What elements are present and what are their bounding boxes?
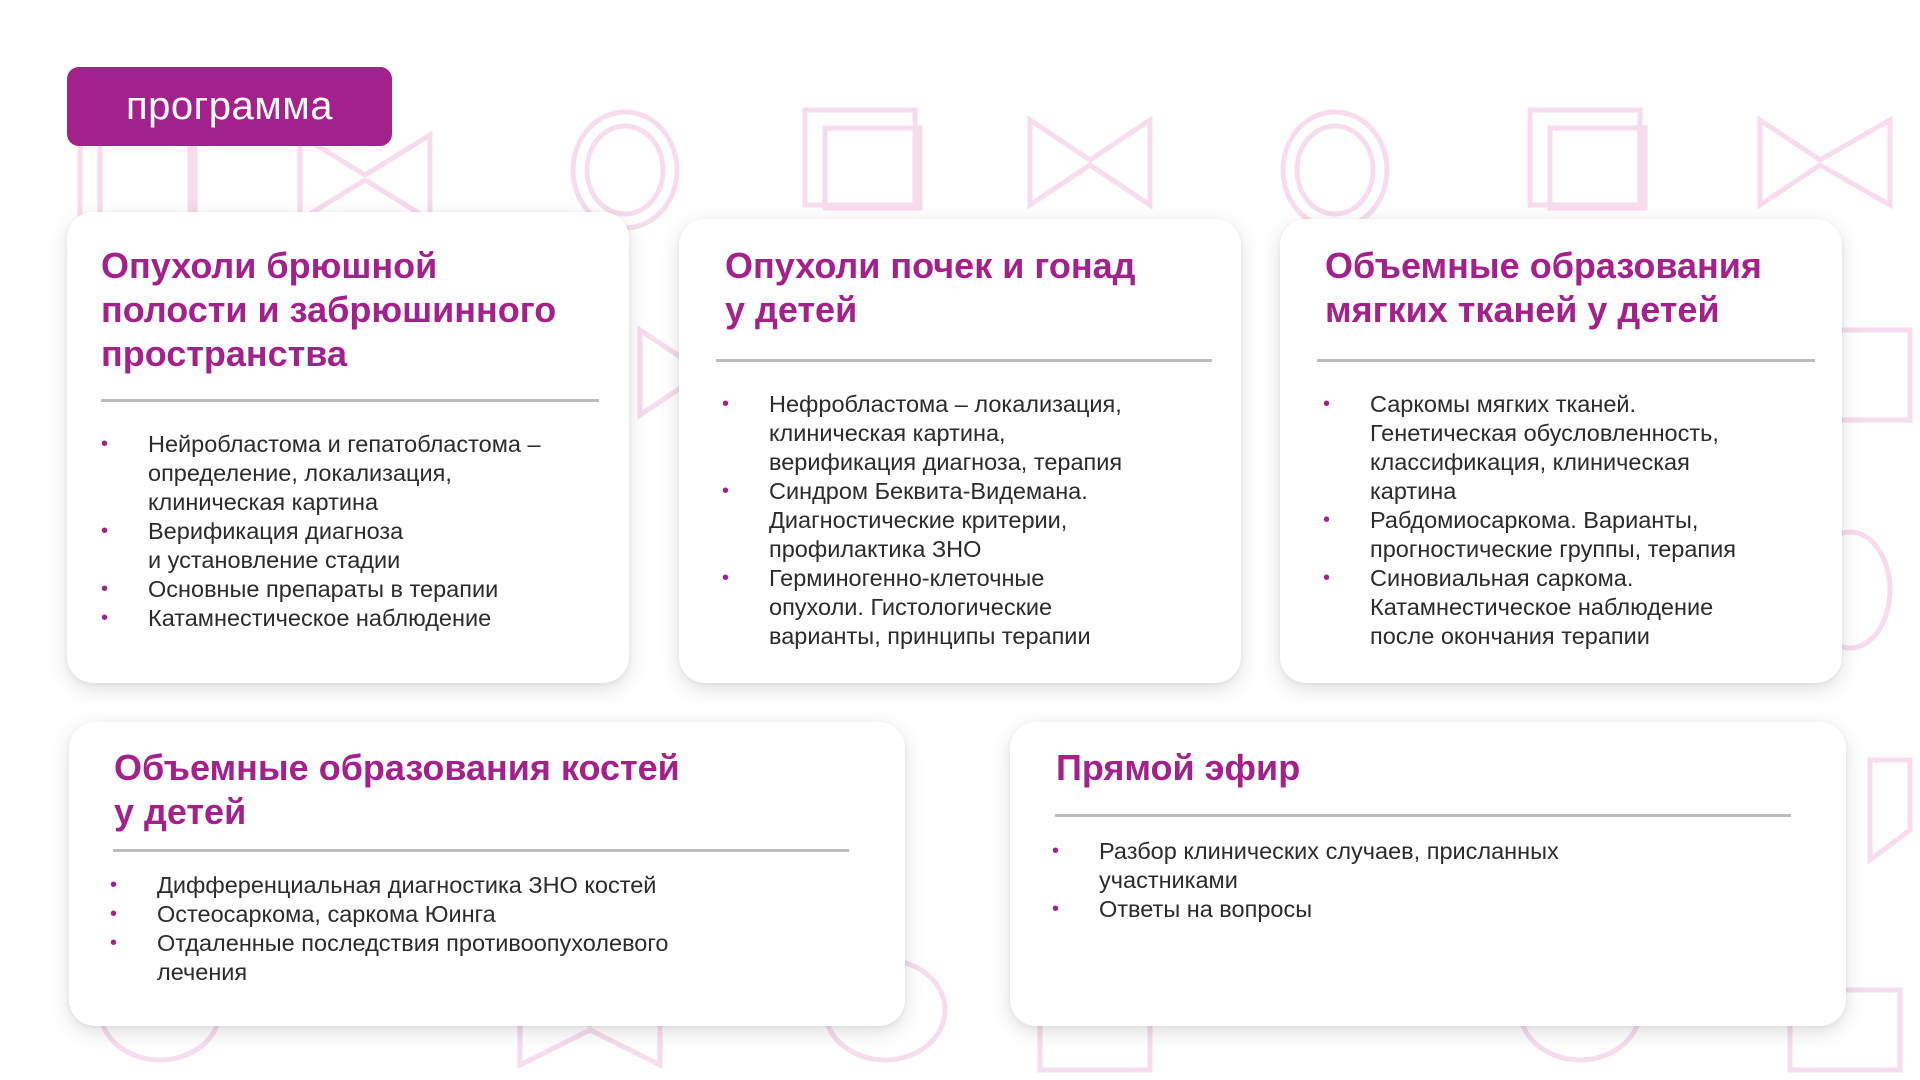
list-item <box>722 477 1227 564</box>
list-item <box>101 517 626 575</box>
card-topic-list <box>1323 390 1833 651</box>
card-title: Опухоли почек и гонад у детей <box>725 245 1136 330</box>
card-divider <box>113 849 849 852</box>
list-item <box>101 604 626 633</box>
bullet-icon: • <box>101 520 109 542</box>
list-item <box>722 564 1227 651</box>
list-item-text: Саркомы мягких тканей. Генетическая обусловленность, классификация, клиническая картина <box>1370 391 1719 504</box>
list-item-text: Дифференциальная диагностика ЗНО костей <box>157 872 657 898</box>
list-item-text: Разбор клинических случаев, присланных участниками <box>1099 838 1559 893</box>
bullet-icon: • <box>722 480 730 502</box>
list-item <box>1052 837 1812 895</box>
list-item <box>110 929 870 987</box>
list-item <box>1052 895 1812 924</box>
list-item <box>101 575 626 604</box>
card-divider <box>716 359 1212 362</box>
card-topic-list <box>1052 837 1812 924</box>
card-title: Опухоли брюшной полости и забрюшинного пространства <box>101 245 557 374</box>
list-item-text: Нефробластома – локализация, клиническая картина, верификация диагноза, терапия <box>769 391 1123 475</box>
list-item <box>101 430 626 517</box>
list-item-text: Герминогенно-клеточные опухоли. Гистологические варианты, принципы терапии <box>769 565 1091 649</box>
list-item-text: Верификация диагноза и установление стадии <box>148 518 404 573</box>
bullet-icon: • <box>1052 840 1060 862</box>
bullet-icon: • <box>1323 509 1331 531</box>
bullet-icon: • <box>1052 898 1060 920</box>
program-header-label: программа <box>126 84 333 128</box>
bullet-icon: • <box>110 932 118 954</box>
card-topic-list <box>110 871 870 987</box>
bullet-icon: • <box>101 578 109 600</box>
list-item-text: Нейробластома и гепатобластома – определение, локализация, клиническая картина <box>148 431 541 515</box>
list-item <box>1323 564 1833 651</box>
program-card-live-broadcast <box>1010 722 1846 1026</box>
list-item <box>1323 390 1833 506</box>
program-card-bone-masses <box>69 722 905 1026</box>
program-card-abdominal-tumors <box>67 212 629 683</box>
list-item-text: Рабдомиосаркома. Варианты, прогностические группы, терапия <box>1370 507 1737 562</box>
card-divider <box>101 399 599 402</box>
program-card-soft-tissue-masses <box>1280 219 1842 683</box>
program-card-kidney-gonad-tumors <box>679 219 1241 683</box>
card-title: Объемные образования костей у детей <box>114 747 680 832</box>
bullet-icon: • <box>722 393 730 415</box>
program-header-badge <box>67 67 392 146</box>
list-item <box>110 871 870 900</box>
list-item-text: Отдаленные последствия противоопухолевого лечения <box>157 930 669 985</box>
card-divider <box>1055 814 1791 817</box>
list-item-text: Остеосаркома, саркома Юинга <box>157 901 496 927</box>
bullet-icon: • <box>101 607 109 629</box>
bullet-icon: • <box>101 433 109 455</box>
list-item <box>722 390 1227 477</box>
list-item-text: Ответы на вопросы <box>1099 896 1313 922</box>
card-title: Прямой эфир <box>1056 747 1301 788</box>
card-divider <box>1317 359 1815 362</box>
bullet-icon: • <box>110 903 118 925</box>
list-item-text: Основные препараты в терапии <box>148 576 499 602</box>
list-item <box>110 900 870 929</box>
list-item-text: Катамнестическое наблюдение <box>148 605 492 631</box>
card-title: Объемные образования мягких тканей у детей <box>1325 245 1762 330</box>
list-item-text: Синовиальная саркома. Катамнестическое наблюдение после окончания терапии <box>1370 565 1714 649</box>
list-item-text: Синдром Беквита-Видемана. Диагностические критерии, профилактика ЗНО <box>769 478 1088 562</box>
card-topic-list <box>722 390 1227 651</box>
bullet-icon: • <box>722 567 730 589</box>
card-topic-list <box>101 430 626 633</box>
bullet-icon: • <box>1323 567 1331 589</box>
bullet-icon: • <box>1323 393 1331 415</box>
bullet-icon: • <box>110 874 118 896</box>
list-item <box>1323 506 1833 564</box>
